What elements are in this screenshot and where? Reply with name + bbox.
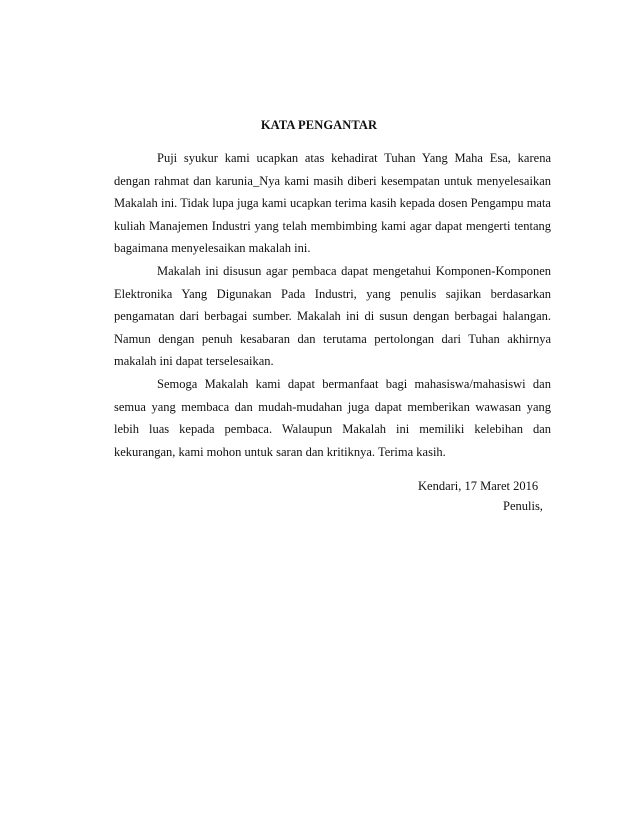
paragraph-1: Puji syukur kami ucapkan atas kehadirat Tuhan Yang Maha Esa, karena dengan rahmat dan karunia_Nya kami masih diberi kesempatan untuk menyelesaikan Makalah ini. Tidak lupa juga kami ucapkan terima kasih kepada dosen Pengampu mata kuliah Manajemen Industri yang telah membimbing kami agar dapat mengerti tentang bagaimana menyelesaikan makalah ini. [114,151,551,256]
document-title: KATA PENGANTAR [260,118,378,132]
paragraph-3: Semoga Makalah kami dapat bermanfaat bagi mahasiswa/mahasiswi dan semua yang membaca dan mudah-mudahan juga dapat memberikan wawasan yang lebih luas kepada pembaca. Walaupun Makalah ini memiliki kelebihan dan kekurangan, kami mohon untuk saran dan kritiknya. Terima kasih. [114,376,551,459]
signature-label: Penulis, [503,499,543,513]
place-date: Kendari, 17 Maret 2016 [418,479,539,493]
paragraph-2: Makalah ini disusun agar pembaca dapat mengetahui Komponen-Komponen Elektronika Yang Digunakan Pada Industri, yang penulis sajikan berdasarkan pengamatan dari berbagai sumber. Makalah ini di susun dengan berbagai halangan. Namun dengan penuh kesabaran dan terutama pertolongan dari Tuhan akhirnya makalah ini dapat terselesaikan. [114,263,551,369]
document-body [114,147,551,463]
